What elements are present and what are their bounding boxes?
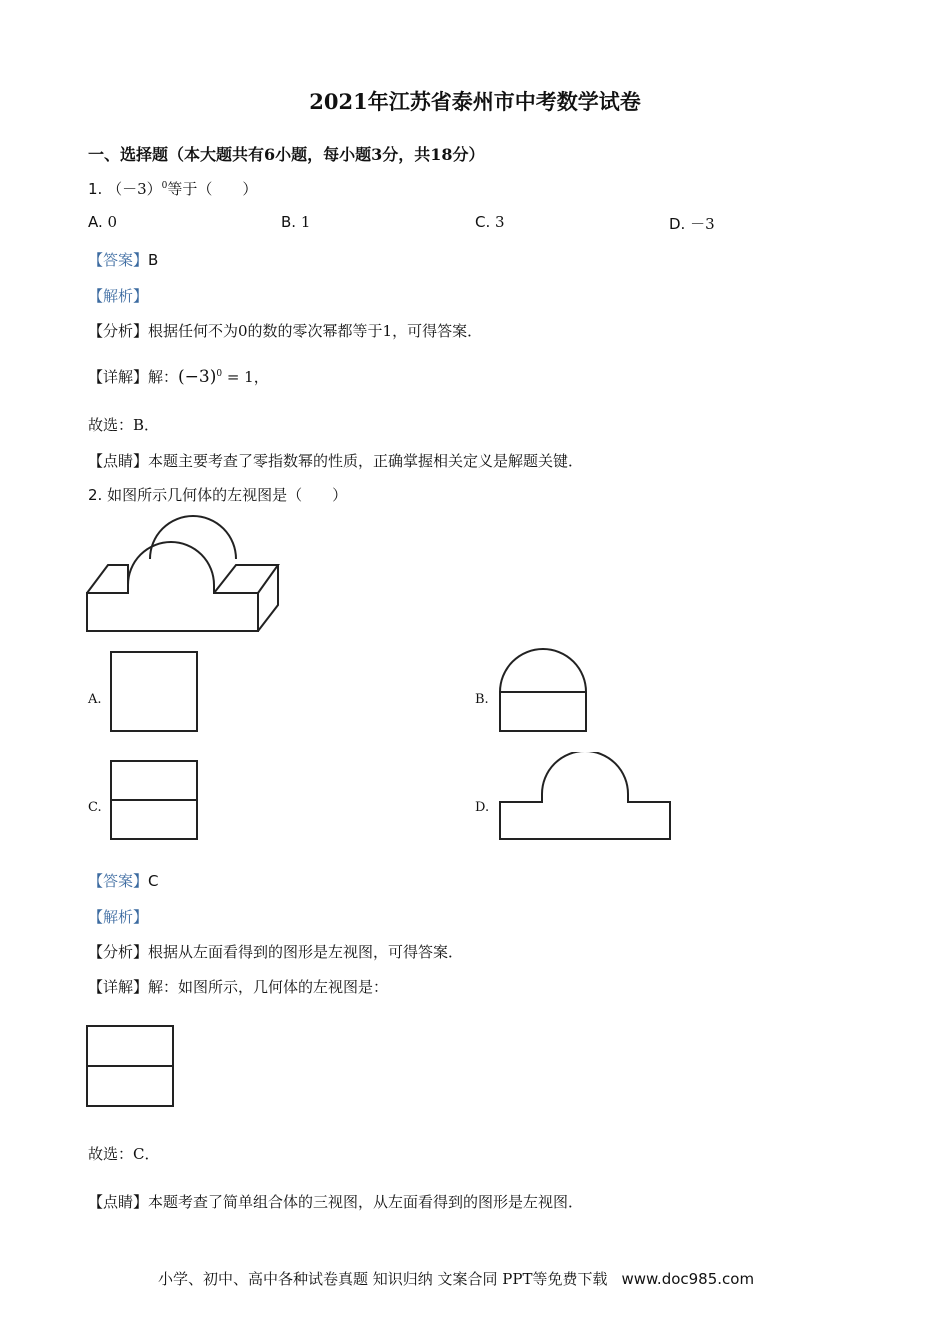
answer-tag: 【答案】	[88, 251, 149, 269]
q2-fenxi: 【分析】根据从左面看得到的图形是左视图，可得答案．	[88, 943, 464, 961]
front-face	[87, 542, 258, 631]
q2-answer	[88, 870, 159, 891]
q2-option-b-label: B.	[475, 692, 489, 707]
question-number: 1.	[88, 180, 103, 198]
option-d	[669, 213, 715, 234]
q1-analysis-tag: 【解析】	[88, 287, 149, 305]
q1-answer	[88, 249, 158, 270]
q2-option-d-label: D.	[475, 800, 490, 815]
solid-figure	[80, 515, 290, 640]
answer-figure	[84, 1022, 180, 1112]
footer-url[interactable]: www.doc985.com	[621, 1270, 755, 1288]
option-value: －3	[690, 215, 715, 233]
q1-choose: 故选：B．	[88, 416, 160, 434]
q2-analysis-tag: 【解析】	[88, 908, 149, 926]
option-value: 3	[495, 213, 505, 231]
q2-option-a-label: A.	[88, 692, 102, 707]
q1-stem-post: 等于（ ）	[167, 180, 258, 198]
q1-detail	[88, 366, 269, 387]
answer-value: B	[148, 251, 159, 269]
option-key: B.	[281, 213, 297, 231]
detail-rest: = 1，	[222, 368, 269, 386]
q2-comment: 【点睛】本题考查了简单组合体的三视图，从左面看得到的图形是左视图．	[88, 1193, 584, 1211]
answer-value: C	[148, 872, 159, 890]
option-b-figure	[496, 645, 592, 735]
option-value: 1	[300, 213, 311, 231]
q2-option-c-label: C.	[88, 800, 102, 815]
q1-stem-pre: （－3）	[107, 180, 162, 198]
footer	[158, 1268, 754, 1289]
footer-text: 小学、初中、高中各种试卷真题 知识归纳 文案合同 PPT等免费下载	[158, 1270, 608, 1288]
option-key: A.	[88, 213, 103, 231]
right-side	[258, 565, 278, 631]
option-key: D.	[669, 215, 686, 233]
q2-stem-text: 如图所示几何体的左视图是（ ）	[107, 486, 348, 504]
detail-formula: (−3)	[178, 367, 217, 387]
detail-prefix: 【详解】解：	[88, 368, 179, 386]
option-d-figure	[496, 752, 676, 844]
question-2-stem	[88, 484, 347, 505]
back-dome	[150, 516, 236, 559]
question-number: 2.	[88, 486, 103, 504]
option-c-figure	[108, 756, 204, 844]
top-left	[87, 565, 128, 593]
answer-tag: 【答案】	[88, 872, 149, 890]
page-title: 2021年江苏省泰州市中考数学试卷	[309, 89, 641, 114]
option-c	[475, 213, 505, 231]
q1-stem-sup: 0	[161, 181, 168, 191]
q1-comment: 【点睛】本题主要考查了零指数幂的性质，正确掌握相关定义是解题关键．	[88, 452, 584, 470]
top-right	[214, 565, 278, 593]
detail-sup: 0	[216, 369, 223, 379]
option-a	[88, 213, 117, 231]
option-key: C.	[475, 213, 491, 231]
option-a-figure	[108, 648, 204, 736]
option-b	[281, 213, 310, 231]
question-1-stem	[88, 178, 257, 199]
q2-detail: 【详解】解：如图所示，几何体的左视图是：	[88, 978, 389, 996]
section-heading: 一、选择题（本大题共有6小题，每小题3分，共18分）	[88, 145, 485, 164]
q1-fenxi: 【分析】根据任何不为0的数的零次幂都等于1，可得答案．	[88, 322, 483, 340]
option-value: 0	[107, 213, 118, 231]
q2-choose: 故选：C．	[88, 1145, 160, 1163]
